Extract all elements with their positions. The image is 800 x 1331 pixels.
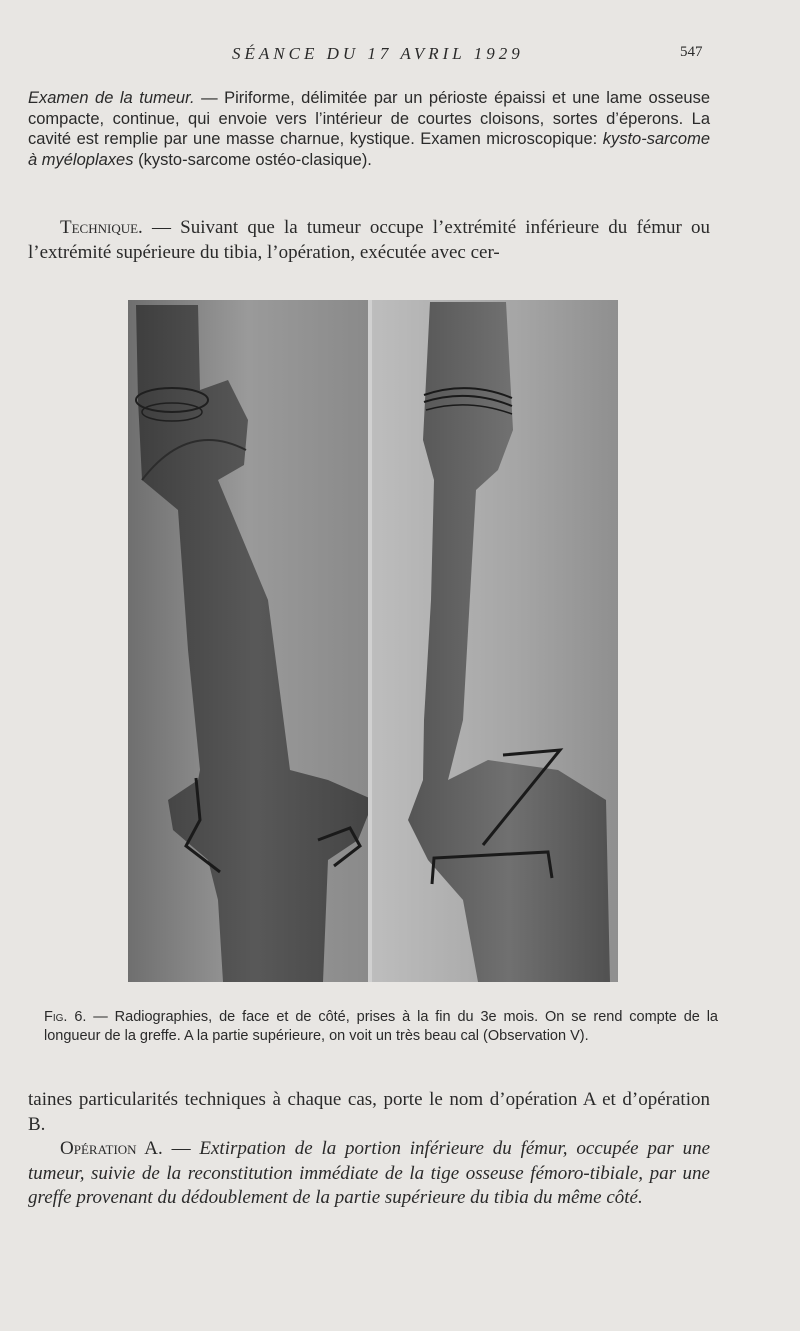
technique-lead: Technique. <box>60 217 143 238</box>
figure-caption <box>44 1008 718 1045</box>
continuation-text: taines particularités techniques à chaque cas, porte le nom d’opération A et d’opération B. <box>28 1089 710 1135</box>
radiograph-figure <box>128 300 618 982</box>
operation-lead: Opération A. <box>60 1138 163 1159</box>
paragraph-continuation <box>28 1088 710 1137</box>
examen-italic: kysto-sarcome à myéloplaxes <box>28 130 710 169</box>
paragraph-operation <box>28 1137 710 1211</box>
radiograph-side-view <box>372 300 618 982</box>
operation-italic: Extirpation de la portion inférieure du fémur, occupée par une tumeur, suivie de la reconstitution immédiate de la tige osseuse fémoro-tibiale, par une greffe provenant du dédoublement de la partie supérieure du tibia du même côté. <box>28 1138 710 1208</box>
radiograph-front-view <box>128 300 374 982</box>
page-header <box>0 44 800 68</box>
examen-lead: Examen de la tumeur. <box>28 89 195 107</box>
caption-text: — Radiographies, de face et de côté, prises à la fin du 3e mois. On se rend compte de la longueur de la greffe. A la partie supérieure, on voit un très beau cal (Observation V). <box>44 1009 718 1044</box>
page-number: 547 <box>680 44 703 60</box>
paragraph-examen <box>28 88 710 170</box>
radiograph-image <box>128 300 618 982</box>
running-title: SÉANCE DU 17 AVRIL 1929 <box>232 44 524 63</box>
examen-text-1: — Piriforme, délimitée par un périoste épaissi et une lame osseuse compacte, continue, qui envoie vers l’intérieur de courtes cloisons, sortes d’éperons. La cavité est remplie par une masse charnue, kystique. Examen microscopique: <box>28 89 710 148</box>
technique-text: — Suivant que la tumeur occupe l’extrémité inférieure du fémur ou l’extrémité supérieure du tibia, l’opération, exécutée avec cer- <box>28 217 710 263</box>
paragraph-technique <box>28 216 710 265</box>
caption-label: Fig. 6. <box>44 1009 87 1025</box>
operation-dash: — <box>162 1138 200 1159</box>
examen-text-2: (kysto-sarcome ostéo-clasique). <box>133 150 372 169</box>
